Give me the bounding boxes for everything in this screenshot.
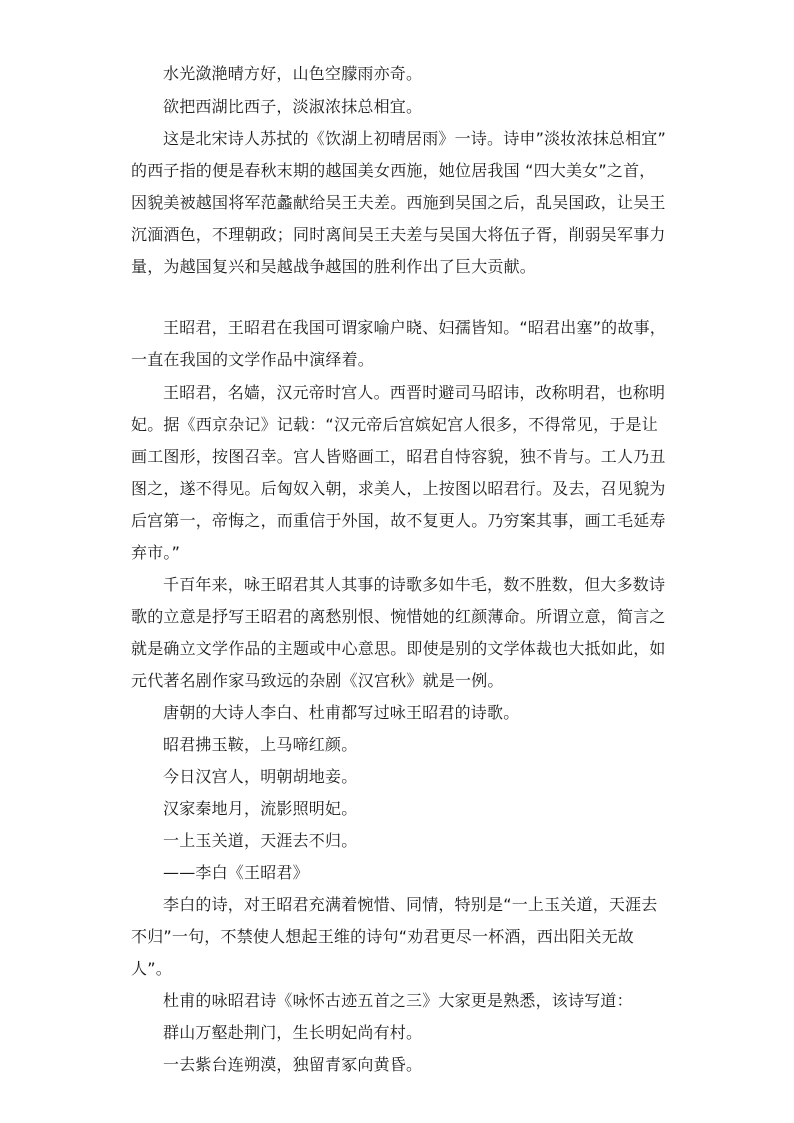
poem-line: 群山万壑赴荆门，生长明妃尚有村。 [163, 1023, 423, 1042]
paragraph-line: 唐朝的大诗人李白、杜甫都写过咏王昭君的诗歌。 [163, 703, 520, 722]
paragraph-line: 画工图形，按图召幸。宫人皆赂画工，昭君自恃容貌，独不肯与。工人乃丑 [131, 447, 666, 466]
paragraph-line: 人”。 [131, 959, 172, 978]
paragraph-line: 杜甫的咏昭君诗《咏怀古迹五首之三》大家更是熟悉，该诗写道： [163, 991, 633, 1010]
poem-line: 一去紫台连朔漠，独留青冢向黄昏。 [163, 1055, 423, 1074]
poem-line: 昭君拂玉鞍，上马啼红颜。 [163, 735, 358, 754]
paragraph-line: 后宫第一，帝悔之，而重信于外国，故不复更人。乃穷案其事，画工毛延寿 [131, 511, 666, 530]
paragraph-line: 妃。据《西京杂记》记载：“汉元帝后宫嫔妃宫人很多，不得常见，于是让 [131, 415, 658, 434]
paragraph-line: 图之，遂不得见。后匈奴入朝，求美人，上按图以昭君行。及去，召见貌为 [131, 479, 666, 498]
paragraph-line: 因貌美被越国将军范蠡献给吴王夫差。西施到吴国之后，乱吴国政，让吴王 [131, 193, 666, 212]
paragraph-line: 李白的诗，对王昭君充满着惋惜、同情，特别是“一上玉关道，天涯去 [163, 895, 658, 914]
poem-line: 今日汉宫人，明朝胡地妾。 [163, 767, 358, 786]
paragraph-line: 王昭君，王昭君在我国可谓家喻户晓、妇孺皆知。“昭君出塞”的故事， [163, 318, 666, 337]
paragraph-line: 不归”一句，不禁使人想起王维的诗句“劝君更尽一杯酒，西出阳关无故 [131, 927, 634, 946]
poem-attribution: ——李白《王昭君》 [163, 863, 309, 882]
paragraph-line: 王昭君，名嫱，汉元帝时宫人。西晋时避司马昭讳，改称明君，也称明 [163, 383, 666, 402]
paragraph-line: 就是确立文学作品的主题或中心意思。即使是别的文学体裁也大抵如此，如 [131, 639, 666, 658]
poem-line: 欲把西湖比西子，淡淑浓抹总相宜。 [163, 97, 423, 116]
paragraph-line: 弃市。” [131, 543, 181, 562]
paragraph-line: 量，为越国复兴和吴越战争越国的胜利作出了巨大贡献。 [131, 257, 537, 276]
paragraph-line: 沉湎酒色，不理朝政；同时离间吴王夫差与吴国大将伍子胥，削弱吴军事力 [131, 225, 666, 244]
paragraph-line: 的西子指的便是春秋末期的越国美女西施，她位居我国 “四大美女”之首， [131, 161, 656, 180]
paragraph-line: 这是北宋诗人苏拭的《饮湖上初晴居雨》一诗。诗申”淡妆浓抹总相宜” [163, 129, 666, 148]
paragraph-line: 歌的立意是抒写王昭君的离愁别恨、惋惜她的红颜薄命。所谓立意，简言之 [131, 607, 666, 626]
poem-line: 水光潋滟晴方好，山色空朦雨亦奇。 [163, 64, 423, 83]
paragraph-line: 千百年来，咏王昭君其人其事的诗歌多如牛毛，数不胜数，但大多数诗 [163, 575, 666, 594]
poem-line: 汉家秦地月，流影照明妃。 [163, 799, 358, 818]
poem-line: 一上玉关道，天涯去不归。 [163, 831, 358, 850]
paragraph-line: 元代著名剧作家马致远的杂剧《汉宫秋》就是一例。 [131, 671, 504, 690]
paragraph-line: 一直在我国的文学作品中演绎着。 [131, 350, 375, 369]
